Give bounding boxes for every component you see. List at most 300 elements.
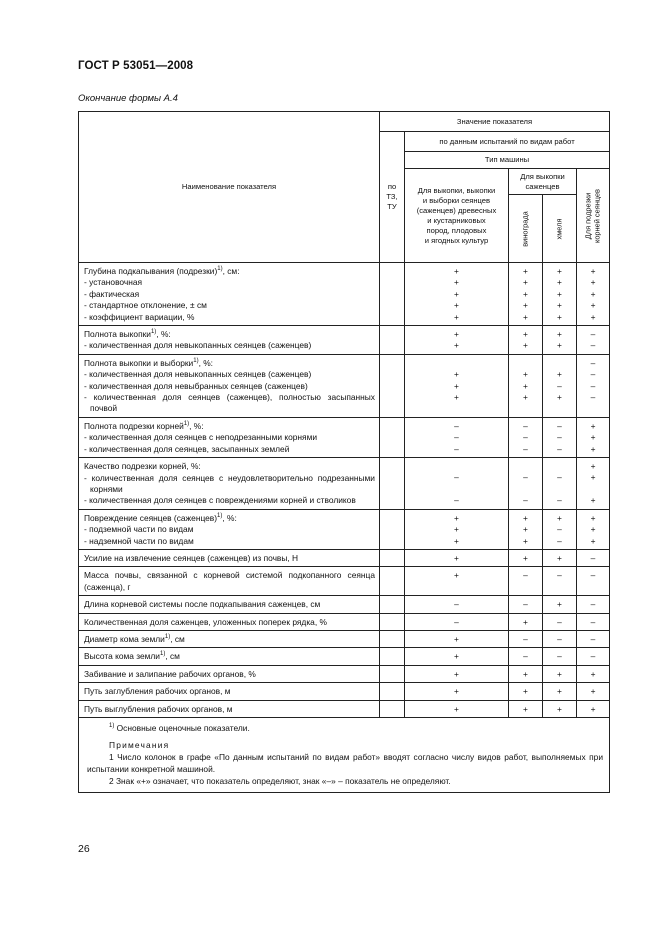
tz-value-cell <box>380 648 405 665</box>
indicator-title <box>84 686 375 697</box>
indicator-title-tail: , %: <box>156 329 171 340</box>
indicator-name-cell <box>79 613 380 630</box>
mark: + <box>557 392 562 403</box>
grape-marks-cell <box>509 326 543 355</box>
mark: – <box>523 570 528 581</box>
seedlings-marks-cell <box>405 263 509 326</box>
header-seedlings-line: и кустарниковых <box>427 215 486 225</box>
indicator-sub-item: - количественная доля невыкопанных сеянцев (саженцев) <box>84 340 312 351</box>
mark: – <box>557 472 562 483</box>
indicator-title <box>84 651 375 662</box>
seedlings-marks-cell <box>405 700 509 717</box>
seedlings-marks-cell <box>405 683 509 700</box>
mark: + <box>590 668 596 679</box>
mark: – <box>523 432 528 443</box>
roots-marks-cell <box>577 665 610 682</box>
header-indicator-name: Наименование показателя <box>79 112 380 263</box>
roots-marks-cell <box>577 509 610 549</box>
header-tz-line: ТЗ, <box>386 192 398 201</box>
hop-marks-cell <box>543 509 577 549</box>
mark: + <box>590 288 596 299</box>
mark: – <box>523 420 528 431</box>
tz-value-cell <box>380 700 405 717</box>
indicator-name-cell <box>79 354 380 417</box>
tz-value-cell <box>380 567 405 596</box>
tz-value-cell <box>380 665 405 682</box>
hop-marks-cell <box>543 683 577 700</box>
tz-value-cell <box>380 596 405 613</box>
mark: – <box>523 599 528 610</box>
mark: + <box>557 311 562 322</box>
hop-marks-cell <box>543 613 577 630</box>
indicator-title-tail: , %: <box>222 512 237 523</box>
mark: – <box>590 369 596 380</box>
mark: + <box>523 668 528 679</box>
indicator-title <box>84 421 375 432</box>
grape-marks-cell <box>509 613 543 630</box>
roots-marks-cell <box>577 417 610 457</box>
indicator-title-tail: , см <box>170 633 185 644</box>
indicator-name-cell <box>79 567 380 596</box>
indicator-title-tail: , см <box>165 651 180 662</box>
hop-marks-cell <box>543 700 577 717</box>
table-row <box>79 509 610 549</box>
seedlings-marks-cell <box>405 630 509 647</box>
mark: – <box>590 616 596 627</box>
table-row <box>79 648 610 665</box>
indicator-title-text: Путь выглубления рабочих органов, м <box>84 703 233 714</box>
indicator-title <box>84 617 375 628</box>
indicator-sub-item: - подземной части по видам <box>84 524 194 535</box>
mark: + <box>454 369 459 380</box>
indicator-title <box>84 513 375 524</box>
mark: + <box>523 524 528 535</box>
indicator-sub-item: - количественная доля сеянцев с повреждениями корней и стволиков <box>84 495 356 506</box>
mark: + <box>557 512 562 523</box>
seedlings-marks-cell <box>405 596 509 613</box>
header-grape <box>509 195 543 263</box>
roots-marks-cell <box>577 613 610 630</box>
table-row <box>79 700 610 717</box>
hop-marks-cell <box>543 326 577 355</box>
indicator-name-cell <box>79 665 380 682</box>
grape-marks-cell <box>509 630 543 647</box>
seedlings-marks-cell <box>405 326 509 355</box>
indicator-title-text: Количественная доля саженцев, уложенных поперек рядка, % <box>84 616 327 627</box>
indicator-sub-item: - количественная доля невыбранных сеянцев (саженцев) <box>84 380 308 391</box>
mark: – <box>454 599 459 610</box>
mark: – <box>523 472 528 483</box>
header-machine-type: Тип машины <box>405 152 610 169</box>
mark: + <box>523 277 528 288</box>
mark: + <box>454 288 459 299</box>
tz-value-cell <box>380 613 405 630</box>
mark: + <box>454 311 459 322</box>
mark: – <box>590 340 596 351</box>
footnote-ref: 1) <box>164 633 171 640</box>
mark <box>543 461 576 472</box>
mark: + <box>557 266 562 276</box>
footnote-ref: 1) <box>193 357 199 364</box>
form-caption: Окончание формы А.4 <box>78 93 178 104</box>
tz-value-cell <box>380 354 405 417</box>
mark: + <box>523 703 528 714</box>
mark: – <box>523 651 528 662</box>
indicator-name-cell <box>79 263 380 326</box>
seedlings-marks-cell <box>405 458 509 510</box>
mark: + <box>523 535 528 546</box>
roots-marks-cell <box>577 648 610 665</box>
mark: + <box>523 369 528 380</box>
header-seedlings-line: (саженцев) древесных <box>416 205 497 215</box>
table-row <box>79 549 610 566</box>
seedlings-marks-cell <box>405 648 509 665</box>
table-row <box>79 458 610 510</box>
mark: + <box>590 535 596 546</box>
header-seedlings <box>405 169 509 263</box>
footnote-ref: 1) <box>217 266 223 272</box>
mark: + <box>523 616 528 627</box>
mark: – <box>590 633 596 644</box>
mark: – <box>590 380 596 391</box>
mark: – <box>557 616 562 627</box>
mark: – <box>557 633 562 644</box>
header-hop-text: хмеля <box>554 218 564 239</box>
indicator-sub-item: - фактическая <box>84 288 140 299</box>
mark: + <box>557 703 562 714</box>
indicator-name-cell <box>79 417 380 457</box>
header-roots-text <box>584 189 601 243</box>
table-notes <box>79 718 610 793</box>
mark: – <box>454 432 459 443</box>
tz-value-cell <box>380 458 405 510</box>
grape-marks-cell <box>509 549 543 566</box>
mark: + <box>454 524 459 535</box>
document-code: ГОСТ Р 53051—2008 <box>78 60 194 72</box>
indicator-title <box>84 599 375 610</box>
indicator-sub-item: - количественная доля сеянцев с неподрезанными корнями <box>84 432 318 443</box>
indicator-title-tail: , %: <box>198 357 214 368</box>
header-hop <box>543 195 577 263</box>
seedlings-marks-cell <box>405 417 509 457</box>
table-row <box>79 596 610 613</box>
seedlings-marks-cell <box>405 567 509 596</box>
seedlings-marks-cell <box>405 354 509 417</box>
footnote-ref: 1) <box>150 329 157 336</box>
table-row <box>79 326 610 355</box>
roots-marks-cell <box>577 700 610 717</box>
indicator-name-cell <box>79 458 380 510</box>
indicator-title-text: Путь заглубления рабочих органов, м <box>84 686 231 697</box>
page-number: 26 <box>78 843 90 855</box>
mark: + <box>557 340 562 351</box>
indicator-title-text: Полнота выкопки и выборки <box>84 357 194 368</box>
roots-marks-cell <box>577 458 610 510</box>
mark: – <box>557 420 562 431</box>
tz-value-cell <box>380 263 405 326</box>
mark: + <box>454 668 459 679</box>
grape-marks-cell <box>509 683 543 700</box>
mark: + <box>523 686 528 697</box>
mark: + <box>454 686 459 697</box>
mark: + <box>590 300 596 311</box>
mark: + <box>523 329 528 340</box>
mark: + <box>523 340 528 351</box>
mark: + <box>557 288 562 299</box>
grape-marks-cell <box>509 596 543 613</box>
indicator-name-cell <box>79 596 380 613</box>
table-row <box>79 613 610 630</box>
indicator-title <box>84 634 375 645</box>
mark: + <box>454 703 459 714</box>
mark: + <box>454 380 459 391</box>
indicator-sub-item: - количественная доля сеянцев с неудовлетворительно подрезанными корнями <box>84 472 375 494</box>
mark: + <box>454 570 459 581</box>
header-seedlings-line: и ягодных культур <box>424 235 489 245</box>
mark: – <box>557 432 562 443</box>
mark: – <box>590 392 596 403</box>
mark <box>509 484 542 495</box>
mark: + <box>454 277 459 288</box>
indicator-title-text: Высота кома земли <box>84 651 160 662</box>
header-tz-tu <box>380 132 405 263</box>
indicator-title-text: Полнота подрезки корней <box>84 420 184 431</box>
mark: + <box>590 703 596 714</box>
hop-marks-cell <box>543 458 577 510</box>
mark: + <box>590 461 596 472</box>
mark: – <box>557 524 562 535</box>
header-grape-hop <box>509 169 577 195</box>
indicator-title <box>84 553 375 564</box>
mark: – <box>454 420 459 431</box>
mark: – <box>557 651 562 662</box>
mark: – <box>454 616 459 627</box>
header-by-tests: по данным испытаний по видам работ <box>405 132 610 152</box>
table-body <box>79 263 610 718</box>
mark: + <box>557 300 562 311</box>
indicator-sub-item: - количественная доля сеянцев, засыпанных землей <box>84 443 290 454</box>
table-row <box>79 354 610 417</box>
mark: + <box>523 380 528 391</box>
seedlings-marks-cell <box>405 509 509 549</box>
mark: + <box>590 277 596 288</box>
indicator-title-text: Повреждение сеянцев (саженцев) <box>84 512 218 523</box>
hop-marks-cell <box>543 648 577 665</box>
mark: + <box>557 599 562 610</box>
mark: + <box>523 300 528 311</box>
roots-marks-cell <box>577 630 610 647</box>
mark: + <box>454 512 459 523</box>
tz-value-cell <box>380 509 405 549</box>
table-row <box>79 630 610 647</box>
indicator-sub-item: - стандартное отклонение, ± см <box>84 300 207 311</box>
seedlings-marks-cell <box>405 665 509 682</box>
indicator-title <box>84 266 375 277</box>
indicator-sub-item: - установочная <box>84 277 143 288</box>
mark <box>405 358 508 369</box>
indicator-title <box>84 358 375 369</box>
header-seedlings-line: пород, плодовых <box>426 225 487 235</box>
header-grape-hop-line: Для выкопки <box>520 171 565 181</box>
mark: – <box>454 472 459 483</box>
mark: – <box>590 329 596 340</box>
note-2: 2 Знак «+» означает, что показатель определяют, знак «–» – показатель не определяют. <box>109 776 451 786</box>
mark: – <box>523 443 528 454</box>
mark: + <box>590 443 596 454</box>
mark <box>405 484 508 495</box>
tz-value-cell <box>380 417 405 457</box>
mark: + <box>557 686 562 697</box>
mark <box>405 461 508 472</box>
hop-marks-cell <box>543 549 577 566</box>
indicator-name-cell <box>79 326 380 355</box>
mark: + <box>454 651 459 662</box>
header-roots <box>577 169 610 263</box>
indicator-title-tail: , %: <box>189 420 204 431</box>
footnote-ref: 1) <box>159 651 166 658</box>
mark: + <box>454 266 459 276</box>
table-row <box>79 417 610 457</box>
mark: – <box>557 570 562 581</box>
hop-marks-cell <box>543 665 577 682</box>
mark: – <box>454 495 459 506</box>
indicator-title-text: Качество подрезки корней, %: <box>84 461 201 472</box>
indicator-title <box>84 570 375 593</box>
indicator-title-text: Глубина подкапывания (подрезки) <box>84 266 218 276</box>
footnote-ref: 1) <box>183 420 190 427</box>
mark: + <box>590 495 596 506</box>
header-value: Значение показателя <box>380 112 610 132</box>
mark: + <box>557 668 562 679</box>
note-1: 1 Число колонок в графе «По данным испытаний по видам работ» вводят согласно числу видов работ, выполняемых при испытании конкретной машиной. <box>87 752 604 774</box>
header-roots-line: корней сеянцев <box>592 188 602 243</box>
mark: – <box>557 380 562 391</box>
indicator-title-text: Забивание и залипание рабочих органов, % <box>84 668 256 679</box>
mark: + <box>523 311 528 322</box>
header-tz-line: по <box>387 182 397 191</box>
mark: + <box>557 369 562 380</box>
hop-marks-cell <box>543 567 577 596</box>
header-seedlings-line: Для выкопки, выкопки <box>417 185 496 195</box>
indicator-name-cell <box>79 648 380 665</box>
seedlings-marks-cell <box>405 549 509 566</box>
mark: – <box>523 495 528 506</box>
mark: + <box>590 432 596 443</box>
header-roots-line: Для подрезки <box>583 192 593 239</box>
hop-marks-cell <box>543 596 577 613</box>
footnote-ref: 1) <box>217 512 223 519</box>
indicator-title <box>84 669 375 680</box>
indicator-name-cell <box>79 630 380 647</box>
table-row <box>79 665 610 682</box>
indicator-name-cell <box>79 509 380 549</box>
grape-marks-cell <box>509 263 543 326</box>
mark: + <box>523 392 528 403</box>
mark: + <box>454 552 459 563</box>
hop-marks-cell <box>543 354 577 417</box>
mark: + <box>454 392 459 403</box>
mark: + <box>590 472 596 483</box>
roots-marks-cell <box>577 567 610 596</box>
table-row <box>79 263 610 326</box>
indicator-title-text: Полнота выкопки <box>84 329 151 340</box>
mark: + <box>557 329 562 340</box>
mark: – <box>557 443 562 454</box>
indicator-sub-item: - количественная доля сеянцев (саженцев), полностью засыпанных почвой <box>84 392 375 414</box>
header-grape-hop-line: саженцев <box>525 181 560 191</box>
mark: + <box>454 340 459 351</box>
indicator-name-cell <box>79 549 380 566</box>
indicators-table <box>78 111 610 793</box>
indicator-sub-item: - коэффициент вариации, % <box>84 311 195 322</box>
indicator-sub-item: - надземной части по видам <box>84 535 194 546</box>
indicator-name-cell <box>79 683 380 700</box>
indicator-title-text: Усилие на извлечение сеянцев (саженцев) из почвы, Н <box>84 552 299 563</box>
mark: + <box>590 420 596 431</box>
hop-marks-cell <box>543 630 577 647</box>
mark: – <box>454 443 459 454</box>
mark: + <box>454 329 459 340</box>
mark <box>543 358 576 369</box>
indicator-title <box>84 461 375 472</box>
roots-marks-cell <box>577 263 610 326</box>
mark: – <box>523 633 528 644</box>
grape-marks-cell <box>509 648 543 665</box>
header-grape-text: винограда <box>520 210 530 247</box>
tz-value-cell <box>380 683 405 700</box>
mark: – <box>590 651 596 662</box>
mark: + <box>454 633 459 644</box>
table-row <box>79 567 610 596</box>
indicator-title-text: Диаметр кома земли <box>84 633 165 644</box>
indicator-title-text: Масса почвы, связанной с корневой системой подкопанного сеянца (саженца), г <box>84 570 375 592</box>
mark: – <box>590 357 596 368</box>
mark: – <box>557 495 562 506</box>
mark: + <box>590 266 596 276</box>
mark: – <box>590 570 596 581</box>
grape-marks-cell <box>509 700 543 717</box>
tz-value-cell <box>380 630 405 647</box>
mark: – <box>590 552 596 563</box>
roots-marks-cell <box>577 549 610 566</box>
roots-marks-cell <box>577 596 610 613</box>
mark: + <box>590 512 596 523</box>
mark: + <box>523 552 528 563</box>
notes-heading: Примечания <box>109 740 170 750</box>
mark: + <box>454 300 459 311</box>
roots-marks-cell <box>577 354 610 417</box>
mark: – <box>590 599 596 610</box>
mark <box>509 461 542 472</box>
grape-marks-cell <box>509 417 543 457</box>
grape-marks-cell <box>509 458 543 510</box>
footnote-text: Основные оценочные показатели. <box>116 723 250 733</box>
grape-marks-cell <box>509 567 543 596</box>
mark <box>577 484 609 495</box>
seedlings-marks-cell <box>405 613 509 630</box>
mark: – <box>557 535 562 546</box>
mark: + <box>557 552 562 563</box>
mark: + <box>523 266 528 276</box>
tz-value-cell <box>380 326 405 355</box>
mark <box>543 484 576 495</box>
hop-marks-cell <box>543 263 577 326</box>
mark <box>509 358 542 369</box>
grape-marks-cell <box>509 354 543 417</box>
mark: + <box>523 512 528 523</box>
indicator-title <box>84 704 375 715</box>
indicator-name-cell <box>79 700 380 717</box>
